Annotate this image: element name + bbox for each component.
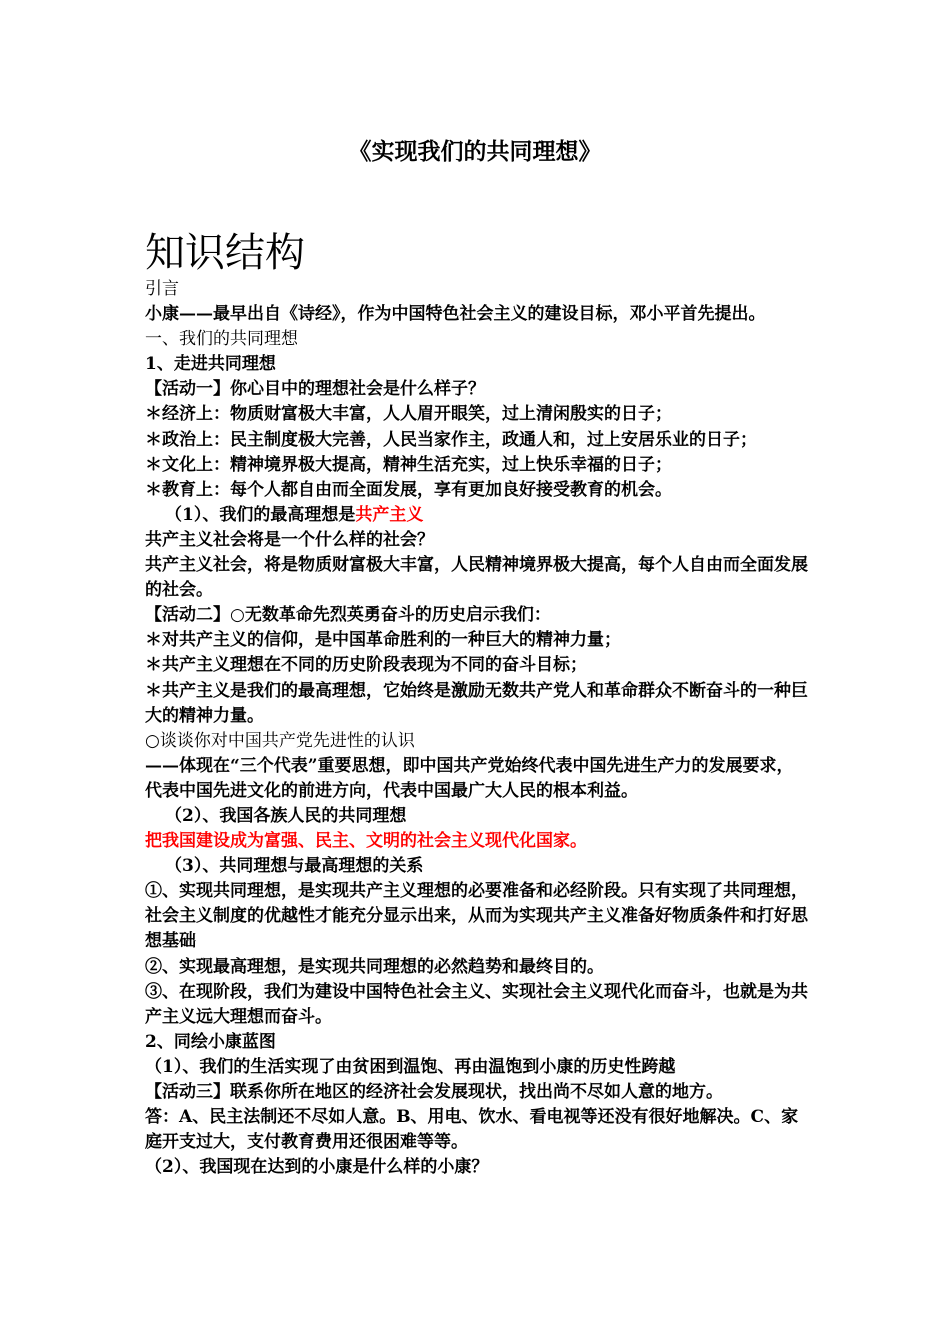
- point-current-xiaokang: （2）、我国现在达到的小康是什么样的小康？: [145, 1157, 489, 1178]
- paragraph-three-represents: ——体现在“三个代表”重要思想，即中国共产党始终代表中国先进生产力的发展要求，代表中国先进文化的前进方向，代表中国最广大人民的根本利益。: [145, 755, 794, 801]
- point-common-ideal: （2）、我国各族人民的共同理想: [165, 805, 407, 826]
- section-heading: 知识结构: [145, 230, 305, 276]
- prompt-party-advanced-nature: ○谈谈你对中国共产党先进性的认识: [145, 730, 415, 751]
- bullet-stages: ＊共产主义理想在不同的历史阶段表现为不同的奋斗目标；: [145, 655, 587, 676]
- bullet-politics: ＊政治上：民主制度极大完善，人民当家作主，政通人和，过上安居乐业的日子；: [145, 429, 757, 450]
- bullet-economy: ＊经济上：物质财富极大丰富，人人眉开眼笑，过上清闲殷实的日子；: [145, 404, 672, 425]
- highlight-communism: 共产主义: [355, 504, 424, 525]
- highlight-common-ideal: 把我国建设成为富强、民主、文明的社会主义现代化国家。: [145, 831, 587, 852]
- section-one-heading: 一、我们的共同理想: [145, 329, 298, 350]
- answer-activity-three: 答：A、民主法制还不尽如人意。B、用电、饮水、看电视等还没有很好地解决。C、家庭开支过大，支付教育费用还很困难等等。: [145, 1107, 799, 1153]
- paragraph-xiaokang-origin: 小康——最早出自《诗经》，作为中国特色社会主义的建设目标，邓小平首先提出。: [145, 304, 766, 325]
- relationship-item-3: ③、在现阶段，我们为建设中国特色社会主义、实现社会主义现代化而奋斗，也就是为共产主义远大理想而奋斗。: [145, 981, 808, 1027]
- paragraph-intro-label: 引言: [145, 279, 179, 299]
- bullet-education: ＊教育上：每个人都自由而全面发展，享有更加良好接受教育的机会。: [145, 479, 672, 500]
- activity-one: 【活动一】你心目中的理想社会是什么样子？: [145, 379, 485, 400]
- point-highest-ideal: [145, 503, 810, 528]
- relationship-item-2: ②、实现最高理想，是实现共同理想的必然趋势和最终目的。: [145, 956, 604, 977]
- point-ideal-relationship: （3）、共同理想与最高理想的关系: [165, 856, 424, 877]
- document-body: [145, 277, 810, 1180]
- activity-two: 【活动二】○无数革命先烈英勇奋斗的历史启示我们：: [145, 605, 551, 626]
- document-title: 《实现我们的共同理想》: [348, 138, 602, 165]
- question-communist-society: 共产主义社会将是一个什么样的社会？: [145, 529, 434, 550]
- relationship-item-1: ①、实现共同理想，是实现共产主义理想的必要准备和必经阶段。只有实现了共同理想，社会主义制度的优越性才能充分显示出来，从而为实现共产主义准备好物质条件和打好思想基础: [145, 881, 808, 952]
- bullet-highest-ideal: ＊共产主义是我们的最高理想，它始终是激励无数共产党人和革命群众不断奋斗的一种巨大的精神力量。: [145, 680, 808, 726]
- subsection-1-heading: 1、走进共同理想: [145, 354, 276, 375]
- bullet-belief: ＊对共产主义的信仰，是中国革命胜利的一种巨大的精神力量；: [145, 630, 621, 651]
- subsection-2-heading: 2、同绘小康蓝图: [145, 1031, 276, 1052]
- point-highest-ideal-label: （1）、我们的最高理想是: [165, 504, 356, 525]
- activity-three: 【活动三】联系你所在地区的经济社会发展现状，找出尚不尽如人意的地方。: [145, 1082, 723, 1102]
- point-historic-leap: （1）、我们的生活实现了由贫困到温饱、再由温饱到小康的历史性跨越: [145, 1056, 676, 1077]
- bullet-culture: ＊文化上：精神境界极大提高，精神生活充实，过上快乐幸福的日子；: [145, 454, 672, 475]
- answer-communist-society: 共产主义社会，将是物质财富极大丰富，人民精神境界极大提高，每个人自由而全面发展的社会。: [145, 555, 808, 601]
